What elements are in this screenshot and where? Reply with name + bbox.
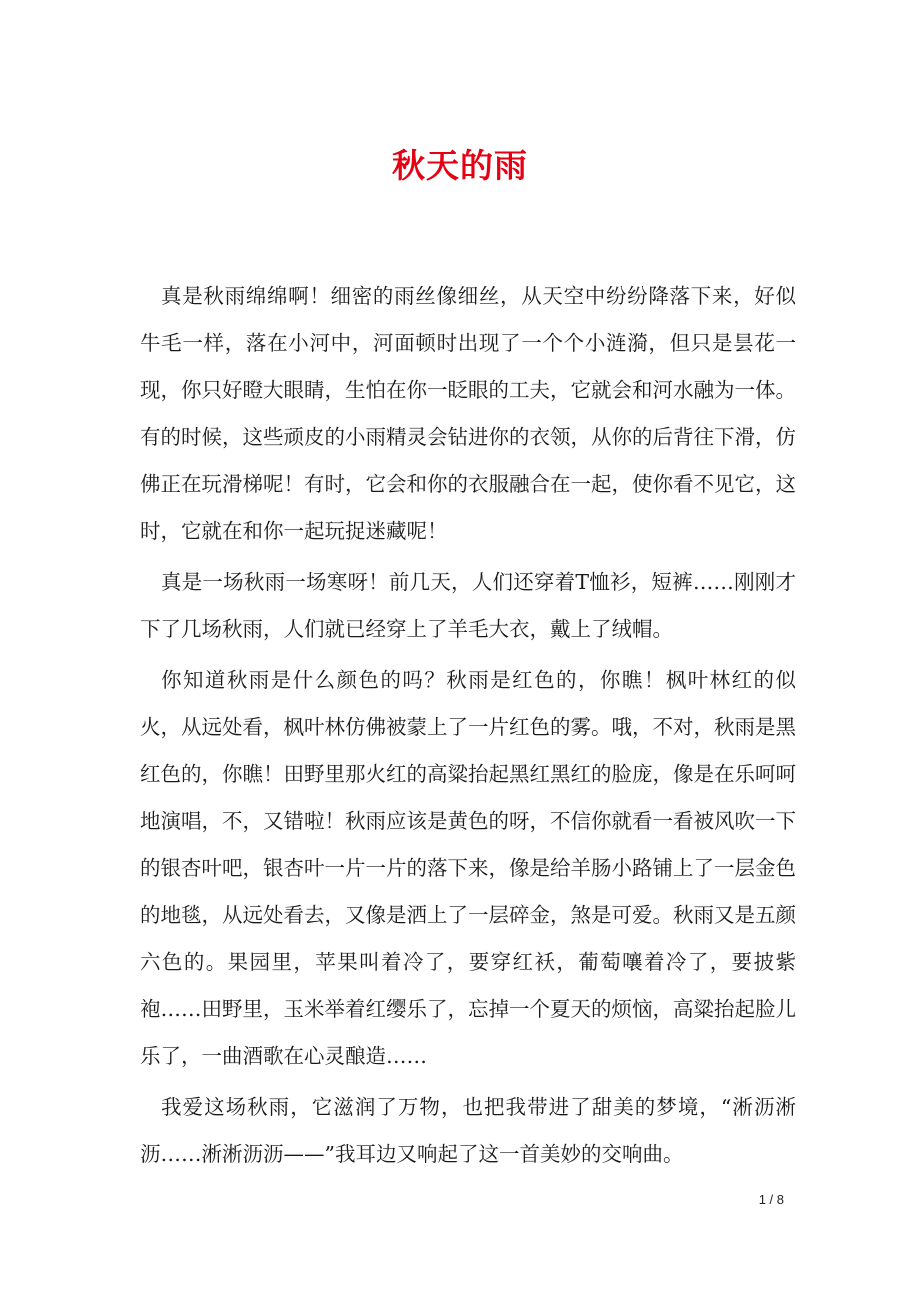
paragraph-4: 我爱这场秋雨，它滋润了万物，也把我带进了甜美的梦境，“淅沥淅沥……淅淅沥沥——”我耳边又响起了这一首美妙的交响曲。 <box>140 1095 796 1166</box>
paragraph-3: 你知道秋雨是什么颜色的吗？秋雨是红色的，你瞧！枫叶林红的似火，从远处看，枫叶林仿佛被蒙上了一片红色的雾。哦，不对，秋雨是黑红色的，你瞧！田野里那火红的高粱抬起黑红黑红的脸庞，像是在乐呵呵地演唱，不，又错啦！秋雨应该是黄色的呀，不信你就看一看被风吹一下的银杏叶吧，银杏叶一片一片的落下来，像是给羊肠小路铺上了一层金色的地毯，从远处看去，又像是洒上了一层碎金，煞是可爱。秋雨又是五颜六色的。果园里，苹果叫着冷了，要穿红袄，葡萄嚷着冷了，要披紫袍……田野里，玉米举着红缨乐了，忘掉一个夏天的烦恼，高粱抬起脸儿乐了，一曲酒歌在心灵酿造…… <box>140 668 796 1068</box>
document-body <box>140 273 796 1182</box>
page-number: 1 / 8 <box>758 1192 784 1207</box>
paragraph-1: 真是秋雨绵绵啊！细密的雨丝像细丝，从天空中纷纷降落下来，好似牛毛一样，落在小河中，河面顿时出现了一个个小涟漪，但只是昙花一现，你只好瞪大眼睛，生怕在你一眨眼的工夫，它就会和河水融为一体。有的时候，这些顽皮的小雨精灵会钻进你的衣领，从你的后背往下滑，仿佛正在玩滑梯呢！有时，它会和你的衣服融合在一起，使你看不见它，这时，它就在和你一起玩捉迷藏呢！ <box>140 284 796 543</box>
document-title: 秋天的雨 <box>392 146 528 185</box>
paragraph-2: 真是一场秋雨一场寒呀！前几天，人们还穿着T恤衫，短裤……刚刚才下了几场秋雨，人们就已经穿上了羊毛大衣，戴上了绒帽。 <box>140 570 796 641</box>
